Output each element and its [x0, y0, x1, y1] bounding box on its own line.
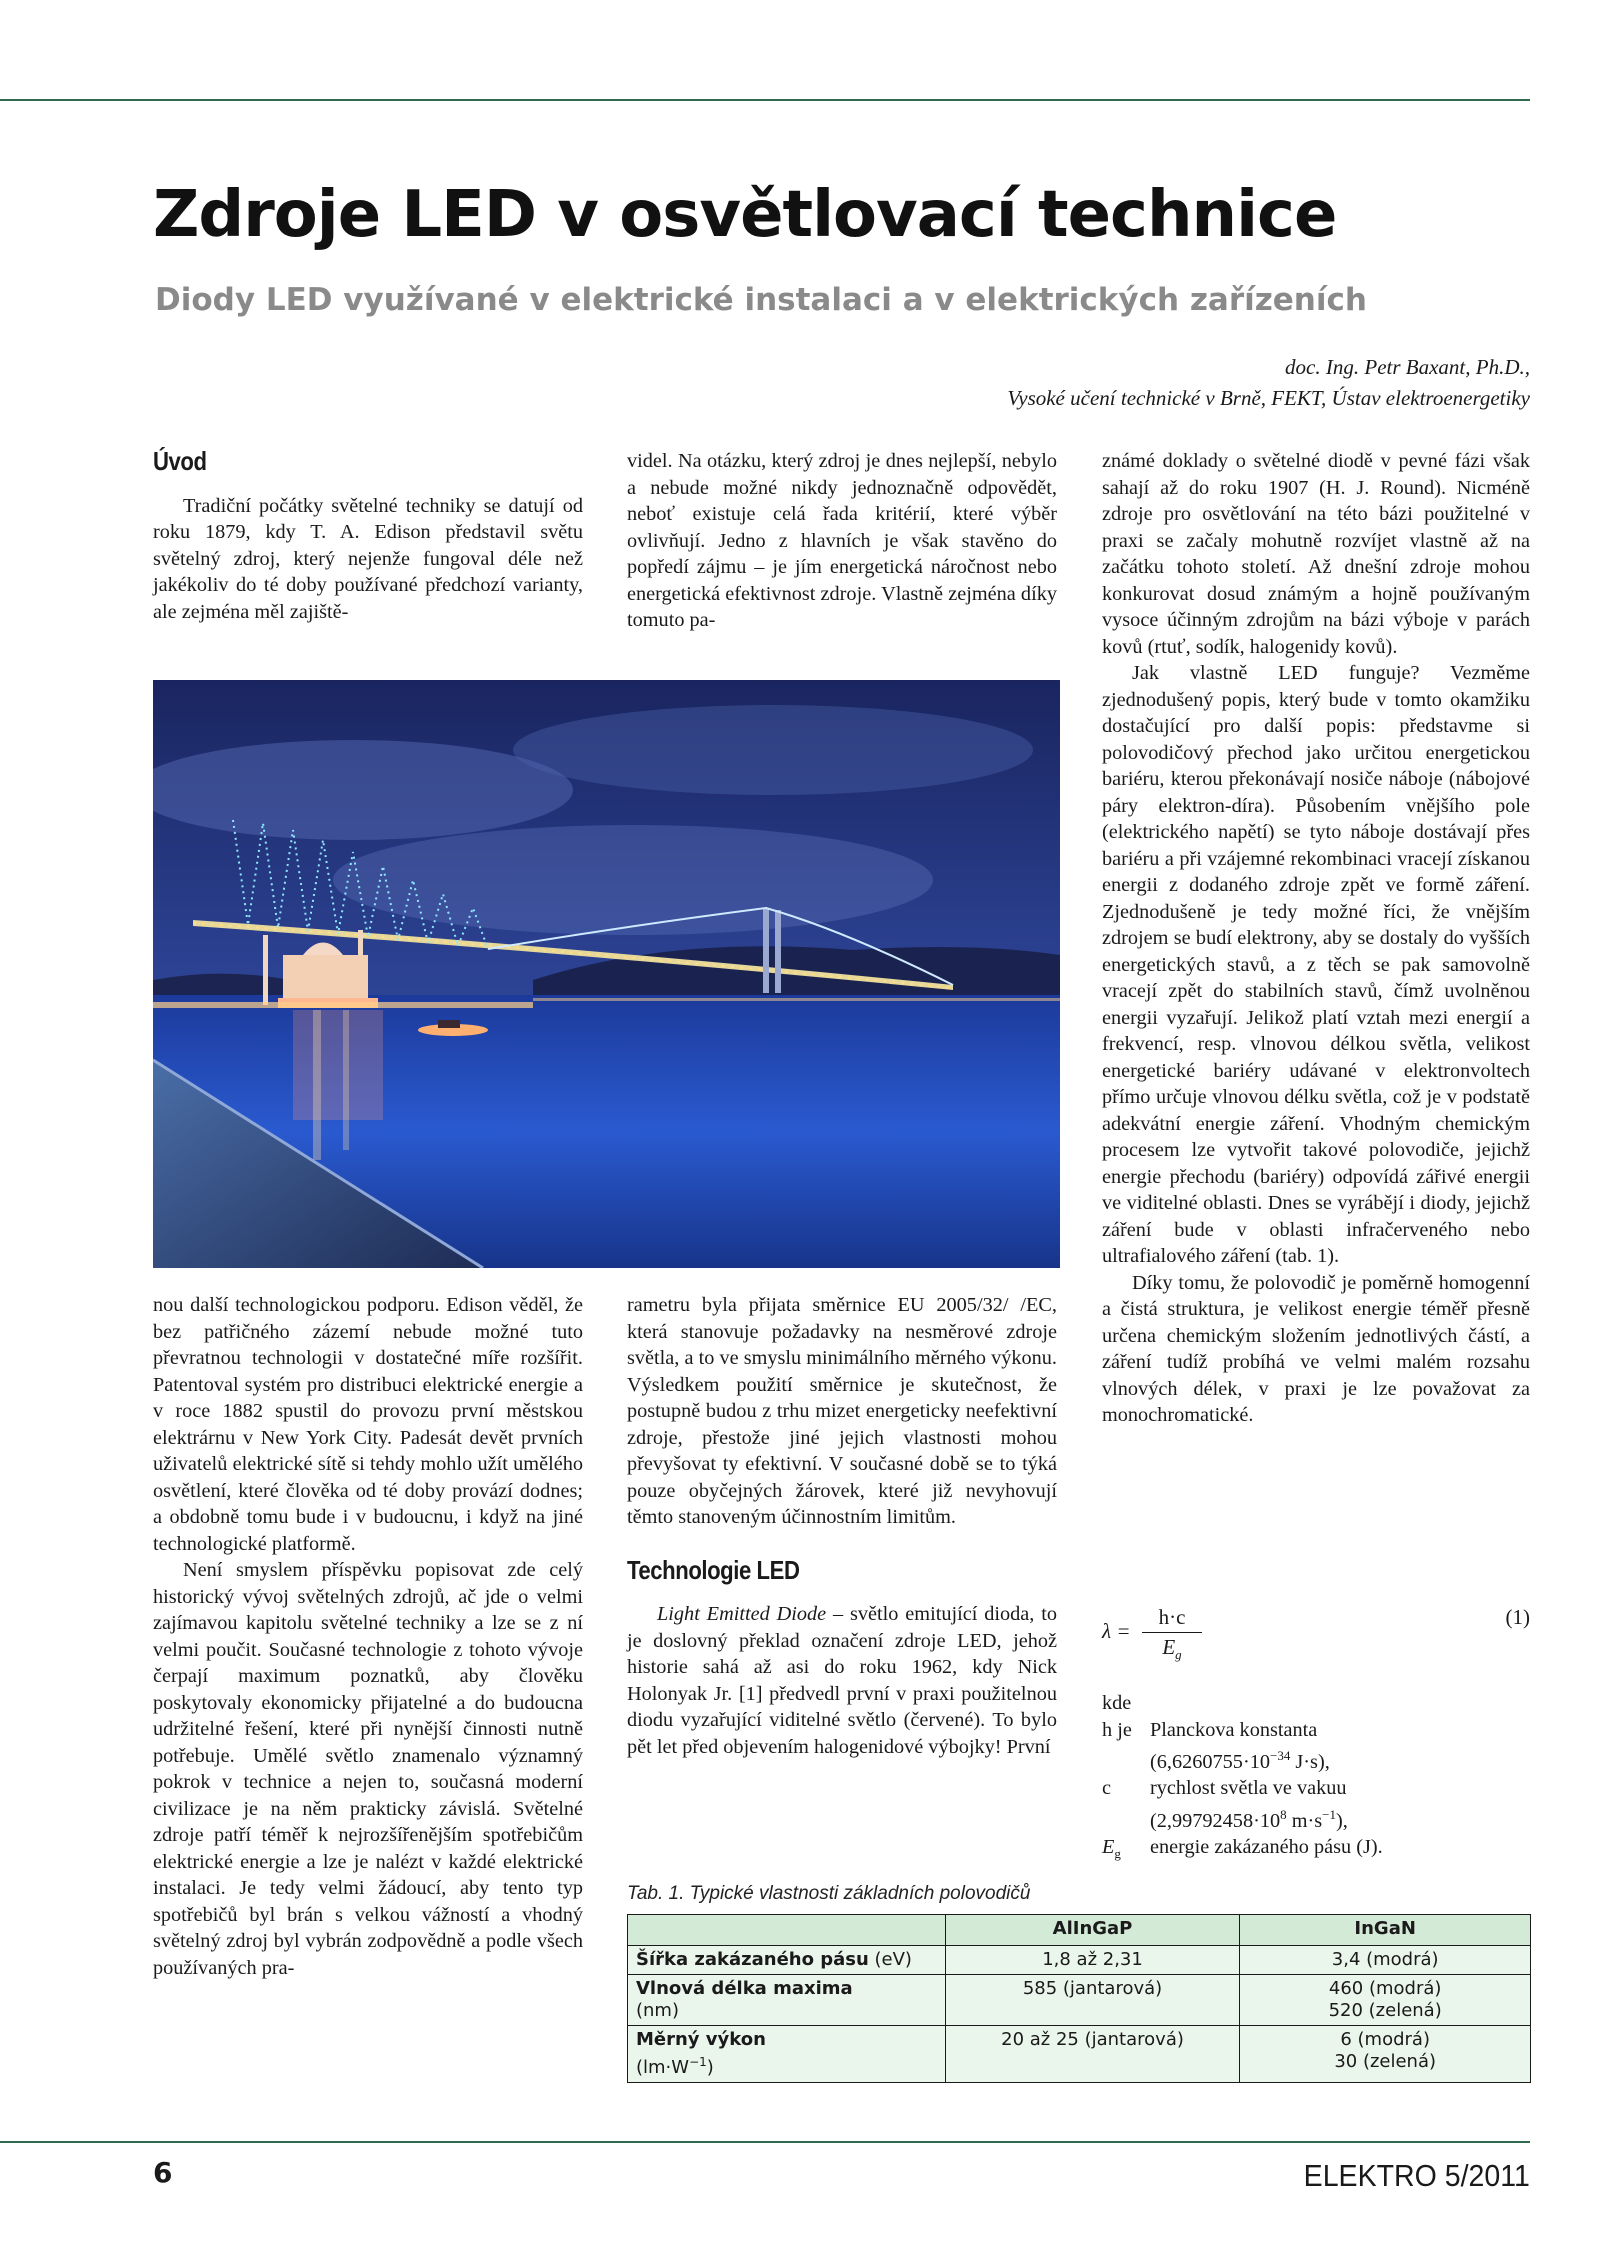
- table-cell: 585 (jantarová): [945, 1975, 1240, 2026]
- table-header-cell: InGaN: [1240, 1915, 1531, 1946]
- emphasis-term: Light Emitted Diode: [657, 1603, 827, 1625]
- bridge-night-photo: [153, 680, 1060, 1268]
- top-rule: [0, 99, 1530, 101]
- paragraph: známé doklady o světelné diodě v pevné fázi však sahají až do roku 1907 (H. J. Round). Nicméně zdroje pro osvětlování na této bázi použitelné v praxi se začaly mohutně rozvíjet vlastně až na začátku tohoto století. Až dnešní zdroje mohou konkurovat dosud známým a hojně používaným vysoce účinným zdrojům na bázi výboje v parách kovů (rtuť, sodík, halogenidy kovů).: [1102, 450, 1530, 658]
- table-row: [628, 1946, 1531, 1975]
- properties-table: [627, 1914, 1531, 2083]
- equation-denominator: $E_g$: [1162, 1635, 1182, 1663]
- section-heading-intro: Úvod: [153, 446, 207, 476]
- bottom-rule: [0, 2141, 1530, 2143]
- table-header-cell: AlInGaP: [945, 1915, 1240, 1946]
- paragraph: [627, 1601, 1057, 1760]
- column-1-top: [153, 448, 583, 625]
- table-cell: 20 až 25 (jantarová): [945, 2026, 1240, 2083]
- equation-1: [1102, 1605, 1530, 1665]
- def-text: ($2,99792458\cdot 10^8$ $m\cdot s^{-1}$),: [1150, 1806, 1348, 1832]
- paragraph: Není smyslem příspěvku popisovat zde celý historický vývoj světelných zdrojů, ač jde o velmi zajímavou kapitolu světelné techniky a lze se z ní velmi poučit. Současné technologie z tohoto vývoje čerpají maximum poznatků, aby člověku poskytovaly ekonomicky přijatelné a do budoucna udržitelné řešení, které při nynější činnosti nutně potřebuje. Umělé světlo znamenalo významný pokrok v technice a nejen to, současná moderní civilizace je na něm prakticky závislá. Světelné zdroje patří téměř k nejrozšířenějším spotřebičům elektrické energie a lze je nalézt v každé elektrické instalaci. Je tedy velmi žádoucí, aby tento typ spotřebičů byl brán s velkou vážností a vhodný světelný zdroj byl vybrán zodpovědně a podle všech používaných pra-: [153, 1559, 583, 1979]
- table-caption: Tab. 1. Typické vlastnosti základních polovodičů: [627, 1883, 1031, 1904]
- article-title: Zdroje LED v osvětlovací technice: [153, 178, 1337, 252]
- table-cell: 3,4 (modrá): [1240, 1946, 1531, 1975]
- author-name: doc. Ing. Petr Baxant, Ph.D.,: [1285, 355, 1530, 379]
- paragraph: rametru byla přijata směrnice EU 2005/32/ /EC, která stanovuje požadavky na nesměrové zdroje světla, a to ve smyslu minimálního měrného výkonu. Výsledkem použití směrnice je skutečnost, že postupně budou z trhu mizet energeticky neefektivní zdroje, přestože jiné jejich vlastnosti mohou převyšovat ty efektivní. V současné době se to týká pouze obyčejných žárovek, které již nevyhovují těmto stanoveným účinnostním limitům.: [627, 1294, 1057, 1528]
- def-symbol: [1102, 1802, 1150, 1834]
- page-number: 6: [153, 2156, 173, 2189]
- photo-illustration: [153, 680, 1060, 1268]
- def-text: ($6,6260755\cdot 10^{-34}$ J·s),: [1150, 1748, 1330, 1773]
- table-cell: 6 (modrá) 30 (zelená): [1240, 2026, 1531, 2083]
- author-affiliation: Vysoké učení technické v Brně, FEKT, Ústav elektroenergetiky: [1007, 386, 1530, 410]
- column-1-bottom: [153, 1292, 583, 1981]
- def-text: Planckova konstanta: [1150, 1718, 1318, 1741]
- table-cell: 460 (modrá) 520 (zelená): [1240, 1975, 1531, 2026]
- def-symbol: c: [1102, 1777, 1112, 1800]
- magazine-issue: ELEKTRO 5/2011: [1303, 2158, 1530, 2193]
- def-text: rychlost světla ve vakuu: [1150, 1777, 1347, 1800]
- equation-definitions: [1102, 1690, 1530, 1868]
- def-symbol: [1102, 1743, 1150, 1775]
- row-label: Měrný výkon $(lm\cdot W^{-1})$: [628, 2026, 946, 2083]
- article-subtitle: Diody LED využívané v elektrické instalaci a v elektrických zařízeních: [155, 282, 1367, 318]
- paragraph-rest: – světlo emitující dioda, to je doslovný překlad označení zdroje LED, jehož historie sahá až asi do roku 1962, kdy Nick Holonyak Jr. [1] předvedl první v praxi použitelnou diodu vyzařující viditelné světlo (červené). To bylo pět let před objevením halogenidové výbojky! První: [627, 1603, 1057, 1758]
- paragraph: nou další technologickou podporu. Edison věděl, že bez patřičného zázemí nebude možné tuto převratnou technologii v dostatečné míře rozšířit. Patentoval systém pro distribuci elektrické energie a v roce 1882 spustil do provozu první městskou elektrárnu v New York City. Padesát devět prvních uživatelů elektrické sítě si tehdy mohlo užít umělého osvětlení, které člověka od té doby provází dodnes; a obdobně tomu bude i v budoucnu, i když na jiné technologické platformě.: [153, 1294, 583, 1555]
- equation-numerator: h·c: [1142, 1605, 1202, 1633]
- equation-number: (1): [1505, 1605, 1530, 1629]
- table-header-cell: [628, 1915, 946, 1946]
- column-2-bottom: [627, 1292, 1057, 1760]
- equation-fraction: [1142, 1605, 1202, 1663]
- def-symbol: $E_g$: [1102, 1836, 1121, 1862]
- def-text: energie zakázaného pásu (J).: [1150, 1836, 1383, 1859]
- equation-lhs: λ =: [1102, 1619, 1131, 1643]
- paragraph: videl. Na otázku, který zdroj je dnes nejlepší, nebylo a nebude možné nikdy jednoznačně odpovědět, neboť existuje celá řada kritérií, které výběr ovlivňují. Jedno z hlavních je však stavěno do popředí zájmu – je jím energetická náročnost nebo energetická efektivnost zdroje. Vlastně zejména díky tomuto pa-: [627, 450, 1057, 631]
- table-row: [628, 1975, 1531, 2026]
- paragraph: Díky tomu, že polovodič je poměrně homogenní a čistá struktura, je velikost energie téměř přesně určena chemickým složením jednotlivých částí, a záření tudíž probíhá ve velmi malém rozsahu vlnových délek, v praxi je lze považovat za monochromatické.: [1102, 1271, 1530, 1426]
- table-row: [628, 2026, 1531, 2083]
- definition-list: [1102, 1717, 1530, 1868]
- row-label: Šířka zakázaného pásu (eV): [628, 1946, 946, 1975]
- section-heading-led: Technologie LED: [627, 1554, 800, 1585]
- table-cell: 1,8 až 2,31: [945, 1946, 1240, 1975]
- paragraph: Tradiční počátky světelné techniky se datují od roku 1879, kdy T. A. Edison představil světu světelný zdroj, který nejenže fungoval déle než jakékoliv do té doby používané předchozí varianty, ale zejména měl zajiště-: [153, 494, 583, 623]
- column-2-top: [627, 448, 1057, 634]
- row-label: Vlnová délka maxima (nm): [628, 1975, 946, 2026]
- def-symbol: h je: [1102, 1718, 1132, 1741]
- paragraph: Jak vlastně LED funguje? Vezměme zjednodušený popis, který bude v tomto okamžiku dostačující pro další popis: představme si polovodičový přechod jako určitou energetickou bariéru, kterou překonávají nosiče náboje (nábojové páry elektron-díra). Působením vnějšího pole (elektrického napětí) se tyto náboje dostávají přes bariéru a při vzájemné rekombinaci vracejí získanou energii z dodaného zdroje zpět ve formě záření. Zjednodušeně je tedy možné říci, že vnějším zdrojem se budí elektrony, aby se dostaly do vyšších energetických stavů, a z těch se pak samovolně vracejí zpět do stabilních stavů, čímž uvolněnou energii vyzařují. Jelikož platí vztah mezi energií a frekvencí, resp. vlnovou délkou světla, velikost energetické bariéry udávané v elektronvoltech přímo určuje vlnovou délku světla, což je v podstatě adekvátní energie záření. Vhodným chemickým procesem lze vytvořit takové polovodiče, jejichž energie přechodu (bariéry) odpovídá zářivé energii ve viditelné oblasti. Dnes se vyrábějí i diody, jejichž záření bude v oblasti infračerveného nebo ultrafialového záření (tab. 1).: [1102, 662, 1530, 1267]
- author-block: [1007, 352, 1530, 414]
- kde-label: kde: [1102, 1692, 1132, 1714]
- table-header-row: [628, 1915, 1531, 1946]
- column-3: [1102, 448, 1530, 1429]
